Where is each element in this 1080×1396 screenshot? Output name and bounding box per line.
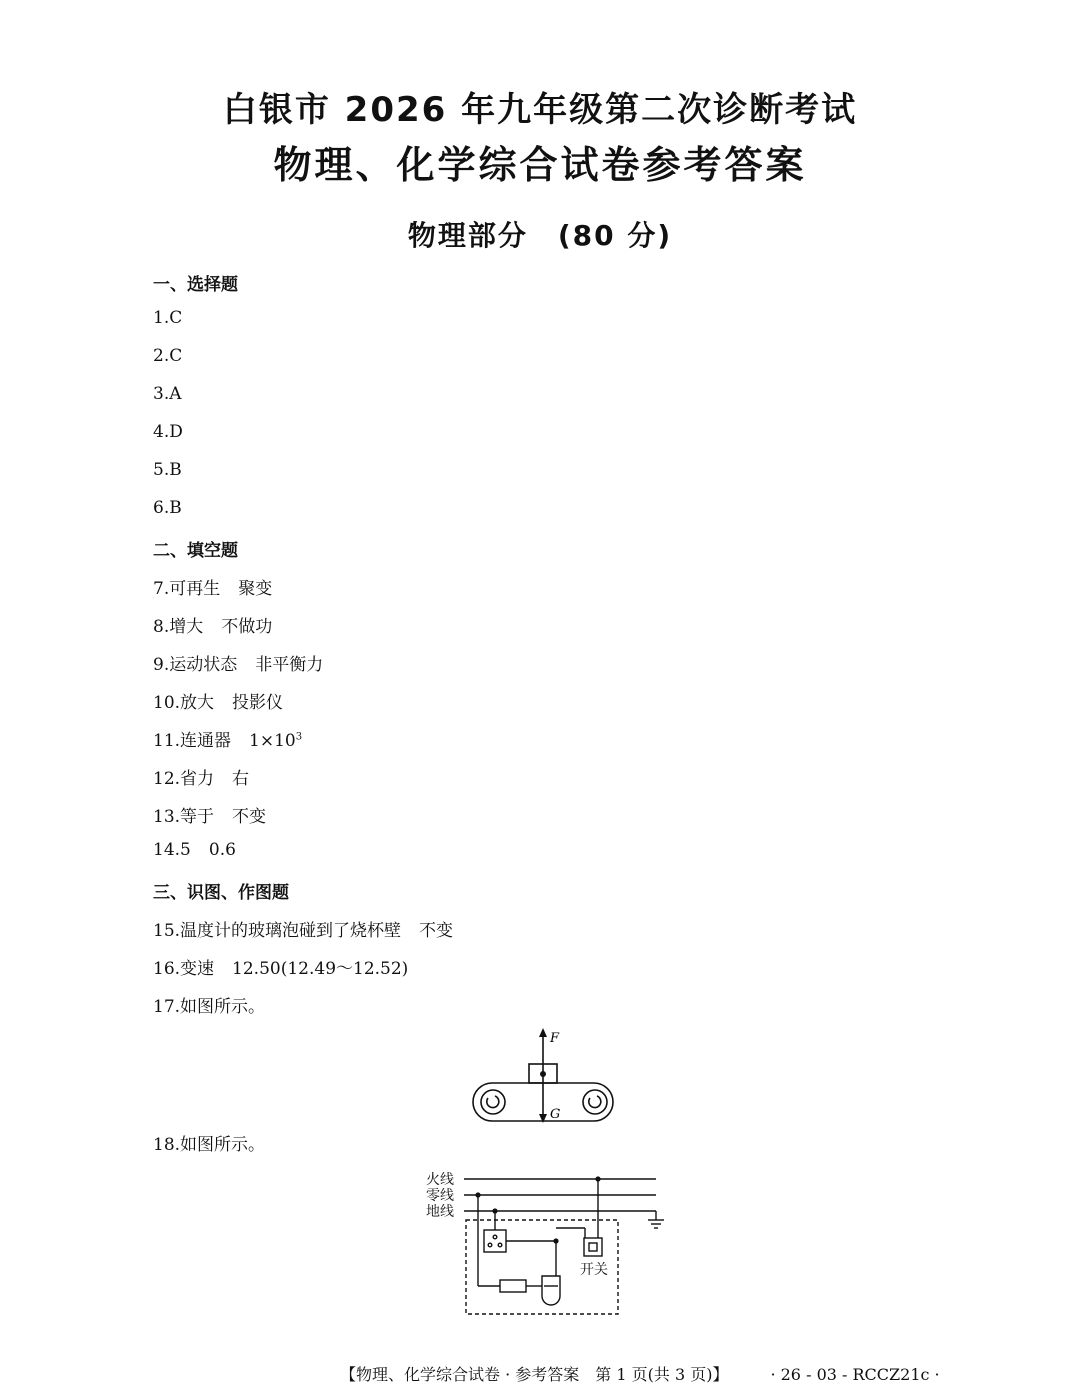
live-wire-label: 火线 [426,1172,454,1188]
switch-label: 开关 [580,1262,608,1278]
answer-3: 3.A [153,384,182,404]
answer-10: 10.放大 投影仪 [153,693,284,713]
answer-7: 7.可再生 聚变 [153,579,273,599]
answer-14: 14.5 0.6 [153,840,236,860]
exam-title: 白银市 2026 年九年级第二次诊断考试 [222,90,858,130]
answer-12: 12.省力 右 [153,769,250,789]
answer-15: 15.温度计的玻璃泡碰到了烧杯壁 不变 [153,921,454,941]
ground-wire-label: 地线 [426,1204,454,1220]
force-g-label: G [550,1107,561,1122]
page-footer [340,1362,940,1385]
answer-17: 17.如图所示。 [153,997,266,1017]
answer-6: 6.B [153,498,182,518]
answer-4: 4.D [153,422,183,442]
answer-13: 13.等于 不变 [153,807,267,827]
answer-18: 18.如图所示。 [153,1135,266,1155]
section-title: 物理部分 (80 分) [407,219,673,252]
answer-5: 5.B [153,460,182,480]
answer-1: 1.C [153,308,183,328]
footer-text: 【物理、化学综合试卷 · 参考答案 第 1 页(共 3 页)】 [340,1365,721,1384]
footer-code: · 26 - 03 - RCCZ21c · [770,1365,940,1384]
heading-fill-in: 二、填空题 [153,541,238,561]
force-f-label: F [550,1031,560,1046]
answer-2: 2.C [153,346,183,366]
answer-9: 9.运动状态 非平衡力 [153,655,324,675]
heading-diagram: 三、识图、作图题 [153,883,289,903]
answer-8: 8.增大 不做功 [153,617,273,637]
neutral-wire-label: 零线 [426,1188,454,1204]
figure-18-circuit [420,1168,670,1318]
figure-17-conveyor [470,1026,620,1128]
answer-16: 16.变速 12.50(12.49～12.52) [153,959,409,979]
exam-subtitle: 物理、化学综合试卷参考答案 [273,143,807,187]
heading-multiple-choice: 一、选择题 [153,275,238,295]
answer-11: 11.连通器 $1\times 10^3$ [153,731,303,751]
